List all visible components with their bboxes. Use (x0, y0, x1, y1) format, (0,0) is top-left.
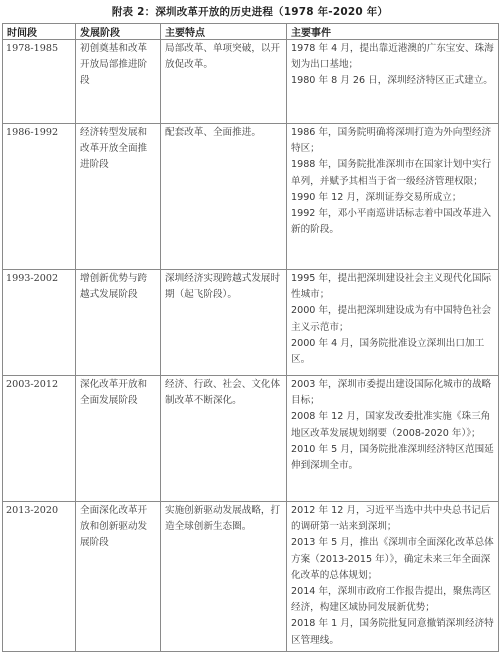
table-row (3, 270, 499, 376)
period-cell: 1978-1985 (3, 40, 76, 124)
feature-cell: 深圳经济实现跨越式发展时期（起飞阶段）。 (161, 270, 287, 376)
event-item: 1980 年 8 月 26 日，深圳经济特区正式建立。 (291, 75, 493, 87)
event-item: 2000 年 4 月，国务院批准设立深圳出口加工区。 (291, 337, 485, 366)
events-cell (287, 502, 499, 652)
feature-cell: 经济、行政、社会、文化体制改革不断深化。 (161, 376, 287, 502)
table-row (3, 376, 499, 502)
period-cell: 2013-2020 (3, 502, 76, 652)
stage-cell: 全面深化改革开放和创新驱动发展阶段 (76, 502, 161, 652)
event-item: 2014 年，深圳市政府工作报告提出，聚焦湾区经济，构建区域协同发展新优势； (291, 586, 492, 614)
stage-cell: 深化改革开放和全面发展阶段 (76, 376, 161, 502)
events-cell (287, 376, 499, 502)
header-events: 主要事件 (287, 24, 499, 40)
table-title: 附表 2：深圳改革开放的历史进程（1978 年-2020 年） (111, 6, 389, 18)
event-item: 2018 年 1 月，国务院批复同意撤销深圳经济特区管理线。 (291, 618, 494, 646)
table-row (3, 124, 499, 270)
period-cell: 2003-2012 (3, 376, 76, 502)
event-item: 2008 年 12 月，国家发改委批准实施《珠三角地区改革发展规划纲要（2008-2020 年）》； (291, 411, 491, 439)
event-item: 2003 年，深圳市委提出建设国际化城市的战略目标； (291, 379, 492, 407)
period-cell: 1993-2002 (3, 270, 76, 376)
feature-cell: 局部改革、单项突破，以开放促改革。 (161, 40, 287, 124)
stage-cell: 增创新优势与跨越式发展阶段 (76, 270, 161, 376)
table-row (3, 502, 499, 652)
header-period: 时间段 (3, 24, 76, 40)
feature-cell: 实施创新驱动发展战略，打造全球创新生态圈。 (161, 502, 287, 652)
event-item: 2010 年 5 月，国务院批准深圳经济特区范围延伸到深圳全市。 (291, 443, 494, 472)
feature-cell: 配套改革、全面推进。 (161, 124, 287, 270)
event-item: 1978 年 4 月，提出靠近港澳的广东宝安、珠海划为出口基地； (291, 43, 494, 71)
events-cell (287, 124, 499, 270)
event-item: 2000 年，提出把深圳建设成为有中国特色社会主义示范市； (291, 305, 492, 333)
header-stage: 发展阶段 (76, 24, 161, 40)
event-item: 1990 年 12 月，深圳证券交易所成立； (291, 191, 462, 203)
header-feature: 主要特点 (161, 24, 287, 40)
period-cell: 1986-1992 (3, 124, 76, 270)
table-row (3, 40, 499, 124)
stage-cell: 经济转型发展和改革开放全面推进阶段 (76, 124, 161, 270)
history-table (2, 23, 499, 652)
events-cell (287, 270, 499, 376)
header-row (3, 24, 499, 40)
event-item: 1988 年，国务院批准深圳市在国家计划中实行单列，并赋予其相当于省一级经济管理权限； (291, 159, 492, 187)
event-item: 1992 年，邓小平南巡讲话标志着中国改革进入新的阶段。 (291, 208, 492, 236)
event-item: 1995 年，提出把深圳建设社会主义现代化国际性城市； (291, 273, 492, 301)
event-item: 2012 年 12 月，习近平当选中共中央总书记后的调研第一站来到深圳； (291, 505, 491, 533)
event-item: 2013 年 5 月，推出《深圳市全面深化改革总体方案（2013-2015 年）》，确定未来三年全面深化改革的总体规划； (291, 537, 494, 581)
stage-cell: 初创奠基和改革开放局部推进阶段 (76, 40, 161, 124)
events-cell (287, 40, 499, 124)
event-item: 1986 年，国务院明确将深圳打造为外向型经济特区； (291, 127, 492, 155)
